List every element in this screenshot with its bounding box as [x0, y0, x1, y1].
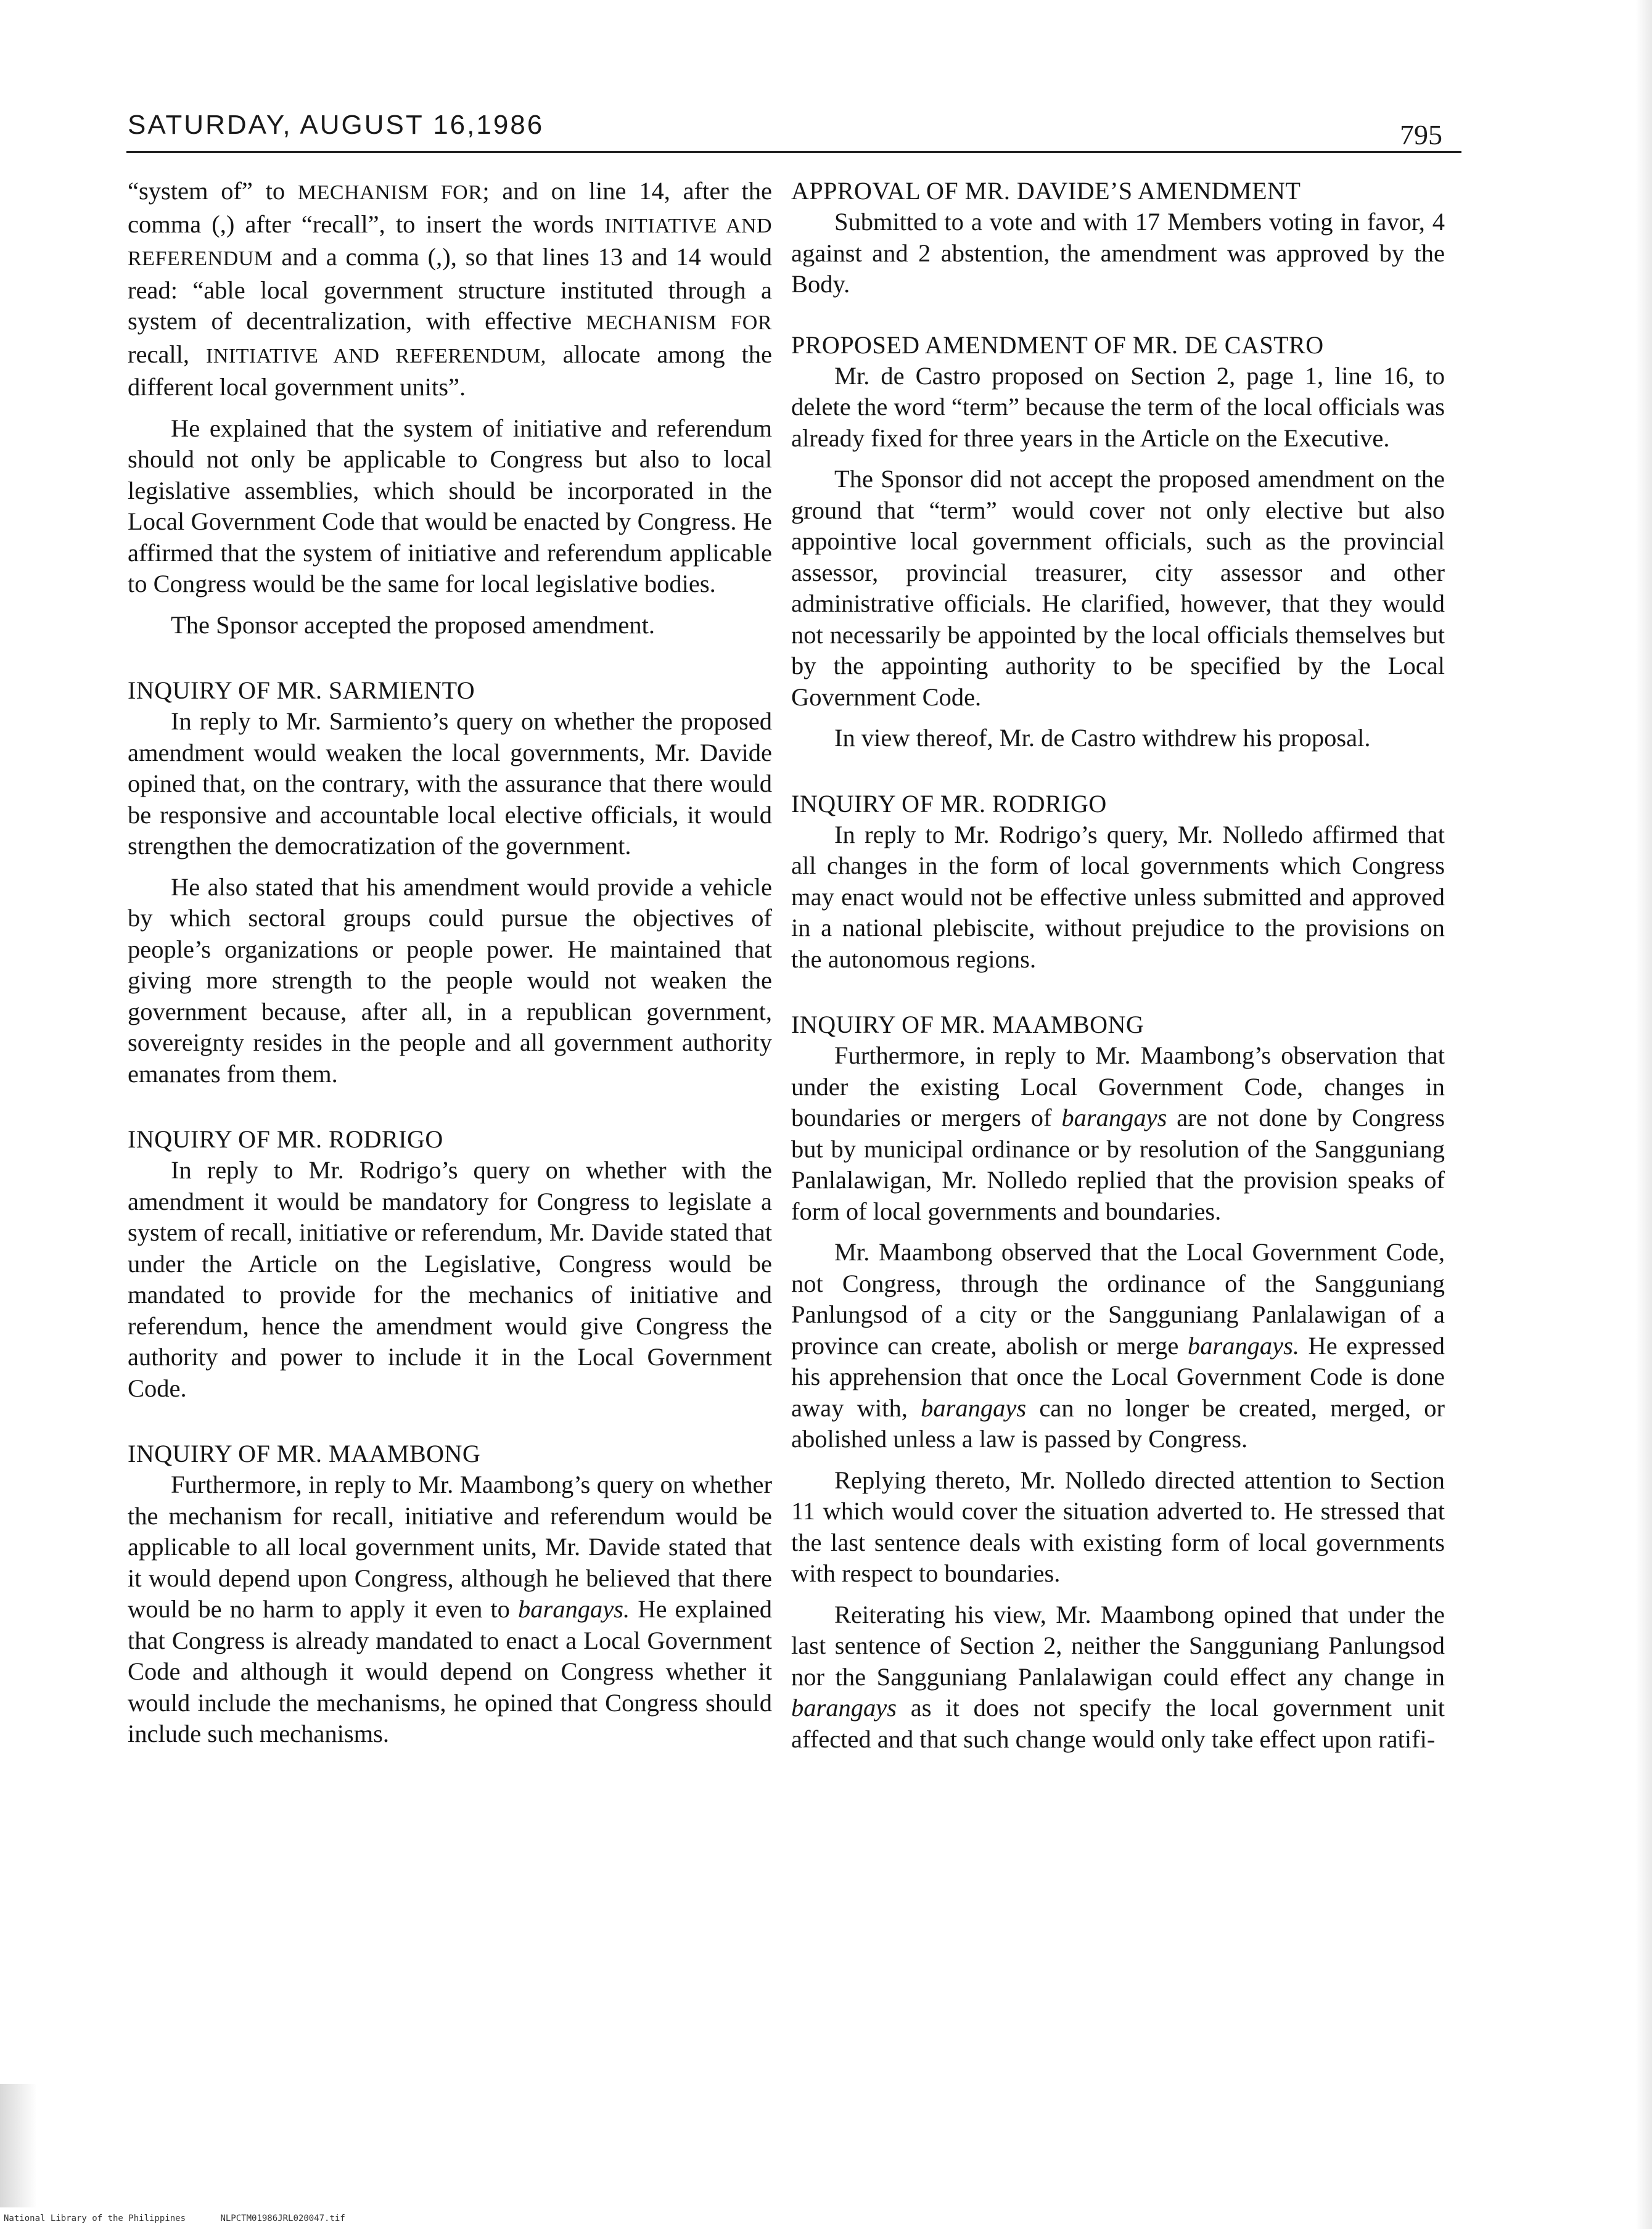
text-run: He expressed his apprehension that once the Local Government Code is done away with, [791, 1331, 1445, 1422]
text-run: are not done by Congress but by municipal ordinance or by resolution of the Sangguniang Panlalawigan, Mr. Nolledo replied that the provision speaks of form of local governments and boundaries. [791, 1104, 1445, 1225]
section-heading: APPROVAL OF MR. DAVIDE’S AMENDMENT [791, 177, 1301, 205]
section-heading: INQUIRY OF MR. MAAMBONG [128, 1440, 481, 1468]
paragraph: Submitted to a vote and with 17 Members voting in favor, 4 against and 2 abstention, the amendment was approved by the Body. [791, 208, 1445, 298]
small-caps-run: MECHANISM FOR [586, 311, 772, 334]
text-run: can no longer be created, merged, or abolished unless a law is passed by Congress. [791, 1394, 1445, 1453]
italic-run: barangays [1061, 1104, 1167, 1131]
footer-filename: NLPCTM01986JRL020047.tif [220, 2214, 345, 2223]
paragraph [128, 176, 772, 403]
paragraph: The Sponsor did not accept the proposed amendment on the ground that “term” would cover not only elective but also appointive local government officials, such as the provincial assessor, provincial treasurer, city assessor and other administrative officials. He clarified, however, that they would not necessarily be appointed by the local officials themselves but by the appointing authority to be specified by the Local Government Code. [791, 465, 1445, 711]
paragraph: In reply to Mr. Sarmiento’s query on whether the proposed amendment would weaken the local governments, Mr. Davide opined that, on the contrary, with the assurance that there would be responsive and accountable local elective officials, it would strengthen the democratization of the government. [128, 707, 772, 860]
paragraph [128, 1469, 772, 1750]
text-run: allocate among the different local government units”. [128, 340, 772, 401]
paragraph: He also stated that his amendment would provide a vehicle by which sectoral groups could pursue the objectives of people’s organizations or people power. He maintained that giving more strength to the people would not weaken the government because, after all, in a republican government, sovereignty resides in the people and all government authority emanates from them. [128, 872, 772, 1088]
paragraph [791, 1237, 1445, 1455]
footer-library: National Library of the Philippines [4, 2214, 186, 2223]
paragraph [791, 1040, 1445, 1227]
text-run: He explained that Congress is already mandated to enact a Local Government Code and although it would depend on Congress whether it would include the mechanisms, he opined that Congress should include such mechanisms. [128, 1595, 772, 1747]
section-heading: PROPOSED AMENDMENT OF MR. DE CASTRO [791, 330, 1324, 359]
italic-run: barangays [791, 1694, 897, 1722]
italic-run: barangays [921, 1394, 1027, 1422]
text-run: and a comma (,), so that lines 13 and 14 would read: “able local government structure instituted through a system of decentralization, with effective [128, 243, 772, 335]
text-run: ; and on line 14, after the comma (,) after “recall”, to insert the words [128, 177, 772, 238]
small-caps-run: MECHANISM FOR [297, 181, 483, 204]
scan-shadow [0, 2084, 37, 2207]
italic-run: barangays. [1187, 1331, 1300, 1360]
section-heading: INQUIRY OF MR. RODRIGO [128, 1125, 443, 1153]
paragraph [791, 1599, 1445, 1755]
text-run: “system of” to [128, 177, 298, 205]
section-heading: INQUIRY OF MR. MAAMBONG [791, 1011, 1144, 1038]
header-rule [126, 151, 1461, 153]
italic-run: barangays. [518, 1595, 630, 1623]
section-heading: INQUIRY OF MR. RODRIGO [791, 789, 1107, 818]
small-caps-run: INITIATIVE AND REFERENDUM, [205, 344, 546, 367]
text-run: Reiterating his view, Mr. Maambong opined that under the last sentence of Section 2, neither the Sangguniang Panlungsod nor the Sangguniang Panlalawigan could effect any change in [791, 1600, 1445, 1691]
paragraph: He explained that the system of initiative and referendum should not only be applicable to Congress but also to local legislative assemblies, which should be incorporated in the Local Government Code that would be enacted by Congress. He affirmed that the system of initiative and referendum applicable to Congress would be the same for local legislative bodies. [128, 414, 772, 597]
paragraph: Replying thereto, Mr. Nolledo directed attention to Section 11 which would cover the situation adverted to. He stressed that the last sentence deals with existing form of local governments with respect to boundaries. [791, 1466, 1445, 1587]
header-date: SATURDAY, AUGUST 16,1986 [128, 110, 545, 140]
scan-edge [1636, 0, 1652, 2229]
paragraph: In view thereof, Mr. de Castro withdrew his proposal. [834, 724, 1371, 752]
scan-footer [4, 2214, 375, 2223]
text-run: as it does not specify the local government unit affected and that such change would only take effect upon ratifi- [791, 1694, 1445, 1753]
paragraph: The Sponsor accepted the proposed amendment. [171, 610, 655, 639]
page-number: 795 [1400, 119, 1442, 150]
paragraph: In reply to Mr. Rodrigo’s query, Mr. Nolledo affirmed that all changes in the form of local governments which Congress may enact would not be effective unless submitted and approved in a national plebiscite, without prejudice to the provisions on the autonomous regions. [791, 820, 1445, 973]
small-caps-run: INITIATIVE AND REFERENDUM [128, 214, 772, 270]
text-run: recall, [128, 340, 206, 368]
paragraph: Mr. de Castro proposed on Section 2, page 1, line 16, to delete the word “term” because the term of the local officials was already fixed for three years in the Article on the Executive. [791, 361, 1445, 452]
text-run: Mr. Maambong observed that the Local Government Code, not Congress, through the ordinance of the Sangguniang Panlungsod of a city or the Sangguniang Panlalawigan of a province can create, abolish or merge [791, 1238, 1445, 1360]
right-column [791, 176, 1445, 1755]
text-run: Furthermore, in reply to Mr. Maambong’s query on whether the mechanism for recall, initiative and referendum would be applicable to all local government units, Mr. Davide stated that it would depend upon Congress, although he believed that there would be no harm to apply it even to [128, 1471, 772, 1623]
paragraph: In reply to Mr. Rodrigo’s query on whether with the amendment it would be mandatory for Congress to legislate a system of recall, initiative or referendum, Mr. Davide stated that under the Article on the Legislative, Congress would be mandated to provide for the mechanics of initiative and referendum, hence the amendment would give Congress the authority and power to include it in the Local Government Code. [128, 1156, 772, 1402]
left-column [128, 176, 772, 1750]
text-run: Furthermore, in reply to Mr. Maambong’s observation that under the existing Local Government Code, changes in boundaries or mergers of [791, 1041, 1445, 1131]
section-heading: INQUIRY OF MR. SARMIENTO [128, 676, 475, 704]
